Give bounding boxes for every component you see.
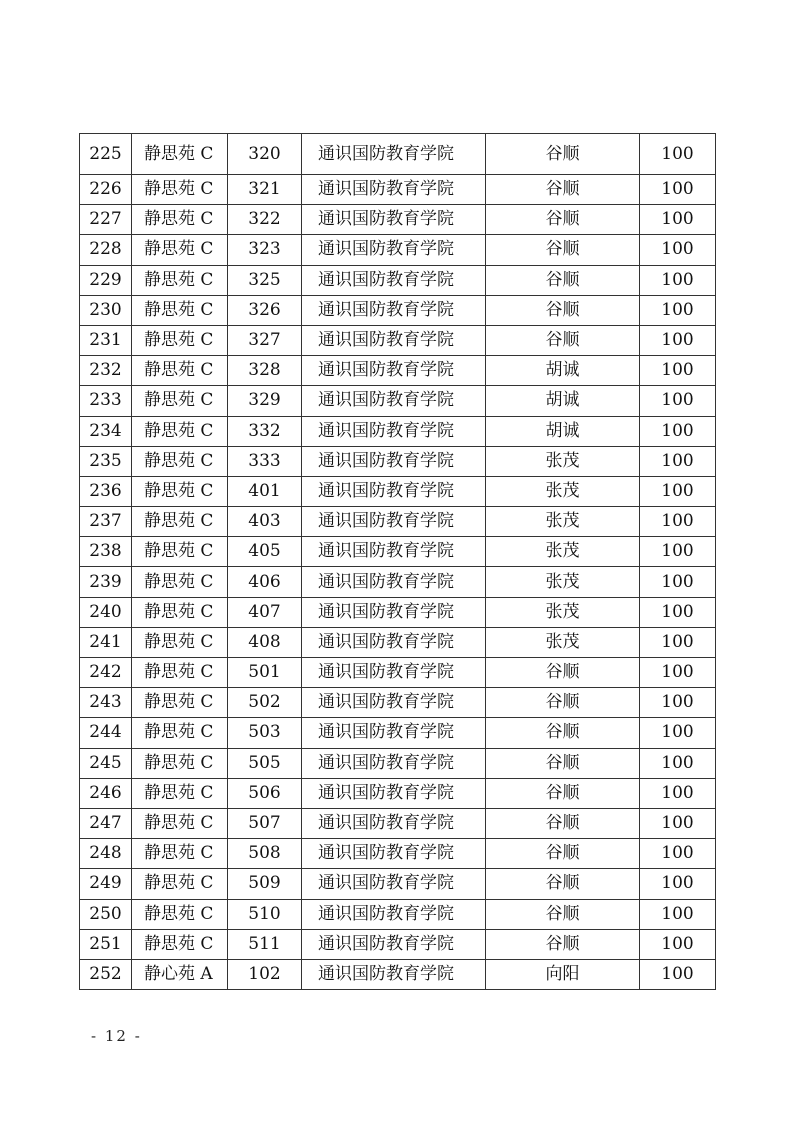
person-cell: 向阳 bbox=[486, 959, 640, 989]
table-row bbox=[80, 869, 716, 899]
college-cell: 通识国防教育学院 bbox=[302, 929, 486, 959]
person-cell: 谷顺 bbox=[486, 748, 640, 778]
college-cell: 通识国防教育学院 bbox=[302, 899, 486, 929]
person-cell: 谷顺 bbox=[486, 134, 640, 175]
room-cell: 323 bbox=[228, 235, 302, 265]
building-cell: 静思苑 C bbox=[132, 265, 228, 295]
table-row bbox=[80, 778, 716, 808]
table-row bbox=[80, 929, 716, 959]
person-cell: 谷顺 bbox=[486, 175, 640, 205]
row-number-cell: 230 bbox=[80, 295, 132, 325]
row-number-cell: 240 bbox=[80, 597, 132, 627]
building-cell: 静思苑 C bbox=[132, 778, 228, 808]
college-cell: 通识国防教育学院 bbox=[302, 748, 486, 778]
person-cell: 谷顺 bbox=[486, 235, 640, 265]
college-cell: 通识国防教育学院 bbox=[302, 718, 486, 748]
room-cell: 403 bbox=[228, 507, 302, 537]
dormitory-table bbox=[79, 133, 716, 990]
building-cell: 静思苑 C bbox=[132, 476, 228, 506]
score-cell: 100 bbox=[640, 416, 716, 446]
college-cell: 通识国防教育学院 bbox=[302, 869, 486, 899]
room-cell: 503 bbox=[228, 718, 302, 748]
college-cell: 通识国防教育学院 bbox=[302, 658, 486, 688]
row-number-cell: 232 bbox=[80, 356, 132, 386]
row-number-cell: 252 bbox=[80, 959, 132, 989]
room-cell: 502 bbox=[228, 688, 302, 718]
score-cell: 100 bbox=[640, 959, 716, 989]
table-row bbox=[80, 325, 716, 355]
building-cell: 静思苑 C bbox=[132, 839, 228, 869]
person-cell: 谷顺 bbox=[486, 808, 640, 838]
person-cell: 张茂 bbox=[486, 597, 640, 627]
table-row bbox=[80, 808, 716, 838]
building-cell: 静思苑 C bbox=[132, 748, 228, 778]
table-row bbox=[80, 839, 716, 869]
building-cell: 静心苑 A bbox=[132, 959, 228, 989]
row-number-cell: 237 bbox=[80, 507, 132, 537]
score-cell: 100 bbox=[640, 537, 716, 567]
college-cell: 通识国防教育学院 bbox=[302, 688, 486, 718]
table-row bbox=[80, 507, 716, 537]
building-cell: 静思苑 C bbox=[132, 688, 228, 718]
score-cell: 100 bbox=[640, 627, 716, 657]
person-cell: 谷顺 bbox=[486, 869, 640, 899]
score-cell: 100 bbox=[640, 899, 716, 929]
room-cell: 501 bbox=[228, 658, 302, 688]
score-cell: 100 bbox=[640, 265, 716, 295]
score-cell: 100 bbox=[640, 386, 716, 416]
college-cell: 通识国防教育学院 bbox=[302, 295, 486, 325]
person-cell: 张茂 bbox=[486, 567, 640, 597]
room-cell: 332 bbox=[228, 416, 302, 446]
room-cell: 322 bbox=[228, 205, 302, 235]
table-row bbox=[80, 175, 716, 205]
table-row bbox=[80, 959, 716, 989]
person-cell: 张茂 bbox=[486, 627, 640, 657]
building-cell: 静思苑 C bbox=[132, 356, 228, 386]
table-row bbox=[80, 295, 716, 325]
row-number-cell: 227 bbox=[80, 205, 132, 235]
score-cell: 100 bbox=[640, 718, 716, 748]
table-row bbox=[80, 688, 716, 718]
building-cell: 静思苑 C bbox=[132, 899, 228, 929]
score-cell: 100 bbox=[640, 688, 716, 718]
score-cell: 100 bbox=[640, 869, 716, 899]
college-cell: 通识国防教育学院 bbox=[302, 356, 486, 386]
college-cell: 通识国防教育学院 bbox=[302, 597, 486, 627]
person-cell: 胡诚 bbox=[486, 386, 640, 416]
table-body bbox=[80, 134, 716, 990]
building-cell: 静思苑 C bbox=[132, 134, 228, 175]
score-cell: 100 bbox=[640, 205, 716, 235]
room-cell: 507 bbox=[228, 808, 302, 838]
person-cell: 张茂 bbox=[486, 507, 640, 537]
building-cell: 静思苑 C bbox=[132, 627, 228, 657]
room-cell: 505 bbox=[228, 748, 302, 778]
score-cell: 100 bbox=[640, 134, 716, 175]
row-number-cell: 233 bbox=[80, 386, 132, 416]
room-cell: 407 bbox=[228, 597, 302, 627]
building-cell: 静思苑 C bbox=[132, 808, 228, 838]
person-cell: 张茂 bbox=[486, 476, 640, 506]
table-row bbox=[80, 627, 716, 657]
score-cell: 100 bbox=[640, 295, 716, 325]
person-cell: 谷顺 bbox=[486, 325, 640, 355]
score-cell: 100 bbox=[640, 808, 716, 838]
row-number-cell: 228 bbox=[80, 235, 132, 265]
college-cell: 通识国防教育学院 bbox=[302, 265, 486, 295]
room-cell: 510 bbox=[228, 899, 302, 929]
table-row bbox=[80, 446, 716, 476]
college-cell: 通识国防教育学院 bbox=[302, 778, 486, 808]
room-cell: 509 bbox=[228, 869, 302, 899]
room-cell: 321 bbox=[228, 175, 302, 205]
college-cell: 通识国防教育学院 bbox=[302, 567, 486, 597]
room-cell: 329 bbox=[228, 386, 302, 416]
person-cell: 胡诚 bbox=[486, 356, 640, 386]
row-number-cell: 231 bbox=[80, 325, 132, 355]
score-cell: 100 bbox=[640, 235, 716, 265]
building-cell: 静思苑 C bbox=[132, 205, 228, 235]
row-number-cell: 245 bbox=[80, 748, 132, 778]
row-number-cell: 239 bbox=[80, 567, 132, 597]
row-number-cell: 226 bbox=[80, 175, 132, 205]
college-cell: 通识国防教育学院 bbox=[302, 476, 486, 506]
college-cell: 通识国防教育学院 bbox=[302, 134, 486, 175]
table-row bbox=[80, 356, 716, 386]
row-number-cell: 238 bbox=[80, 537, 132, 567]
room-cell: 408 bbox=[228, 627, 302, 657]
score-cell: 100 bbox=[640, 175, 716, 205]
score-cell: 100 bbox=[640, 356, 716, 386]
person-cell: 谷顺 bbox=[486, 205, 640, 235]
person-cell: 谷顺 bbox=[486, 778, 640, 808]
college-cell: 通识国防教育学院 bbox=[302, 537, 486, 567]
row-number-cell: 235 bbox=[80, 446, 132, 476]
room-cell: 406 bbox=[228, 567, 302, 597]
person-cell: 谷顺 bbox=[486, 929, 640, 959]
building-cell: 静思苑 C bbox=[132, 235, 228, 265]
person-cell: 谷顺 bbox=[486, 899, 640, 929]
score-cell: 100 bbox=[640, 839, 716, 869]
row-number-cell: 248 bbox=[80, 839, 132, 869]
table-row bbox=[80, 416, 716, 446]
room-cell: 326 bbox=[228, 295, 302, 325]
row-number-cell: 229 bbox=[80, 265, 132, 295]
table-row bbox=[80, 899, 716, 929]
person-cell: 胡诚 bbox=[486, 416, 640, 446]
person-cell: 谷顺 bbox=[486, 688, 640, 718]
college-cell: 通识国防教育学院 bbox=[302, 839, 486, 869]
room-cell: 401 bbox=[228, 476, 302, 506]
college-cell: 通识国防教育学院 bbox=[302, 507, 486, 537]
table-row bbox=[80, 134, 716, 175]
table-row bbox=[80, 386, 716, 416]
row-number-cell: 247 bbox=[80, 808, 132, 838]
building-cell: 静思苑 C bbox=[132, 567, 228, 597]
room-cell: 325 bbox=[228, 265, 302, 295]
building-cell: 静思苑 C bbox=[132, 929, 228, 959]
room-cell: 405 bbox=[228, 537, 302, 567]
building-cell: 静思苑 C bbox=[132, 507, 228, 537]
person-cell: 谷顺 bbox=[486, 718, 640, 748]
building-cell: 静思苑 C bbox=[132, 597, 228, 627]
score-cell: 100 bbox=[640, 597, 716, 627]
person-cell: 谷顺 bbox=[486, 658, 640, 688]
room-cell: 511 bbox=[228, 929, 302, 959]
room-cell: 506 bbox=[228, 778, 302, 808]
building-cell: 静思苑 C bbox=[132, 175, 228, 205]
row-number-cell: 242 bbox=[80, 658, 132, 688]
building-cell: 静思苑 C bbox=[132, 446, 228, 476]
table-row bbox=[80, 265, 716, 295]
score-cell: 100 bbox=[640, 567, 716, 597]
row-number-cell: 250 bbox=[80, 899, 132, 929]
person-cell: 谷顺 bbox=[486, 839, 640, 869]
building-cell: 静思苑 C bbox=[132, 416, 228, 446]
row-number-cell: 236 bbox=[80, 476, 132, 506]
college-cell: 通识国防教育学院 bbox=[302, 446, 486, 476]
table-row bbox=[80, 567, 716, 597]
person-cell: 谷顺 bbox=[486, 295, 640, 325]
building-cell: 静思苑 C bbox=[132, 718, 228, 748]
score-cell: 100 bbox=[640, 778, 716, 808]
college-cell: 通识国防教育学院 bbox=[302, 325, 486, 355]
college-cell: 通识国防教育学院 bbox=[302, 627, 486, 657]
person-cell: 张茂 bbox=[486, 537, 640, 567]
table-row bbox=[80, 205, 716, 235]
building-cell: 静思苑 C bbox=[132, 386, 228, 416]
college-cell: 通识国防教育学院 bbox=[302, 808, 486, 838]
table-row bbox=[80, 718, 716, 748]
college-cell: 通识国防教育学院 bbox=[302, 959, 486, 989]
score-cell: 100 bbox=[640, 658, 716, 688]
person-cell: 谷顺 bbox=[486, 265, 640, 295]
table-row bbox=[80, 476, 716, 506]
room-cell: 102 bbox=[228, 959, 302, 989]
row-number-cell: 251 bbox=[80, 929, 132, 959]
college-cell: 通识国防教育学院 bbox=[302, 175, 486, 205]
room-cell: 328 bbox=[228, 356, 302, 386]
room-cell: 327 bbox=[228, 325, 302, 355]
building-cell: 静思苑 C bbox=[132, 325, 228, 355]
score-cell: 100 bbox=[640, 507, 716, 537]
table-row bbox=[80, 537, 716, 567]
score-cell: 100 bbox=[640, 446, 716, 476]
row-number-cell: 225 bbox=[80, 134, 132, 175]
row-number-cell: 241 bbox=[80, 627, 132, 657]
building-cell: 静思苑 C bbox=[132, 658, 228, 688]
score-cell: 100 bbox=[640, 476, 716, 506]
person-cell: 张茂 bbox=[486, 446, 640, 476]
row-number-cell: 243 bbox=[80, 688, 132, 718]
table-row bbox=[80, 235, 716, 265]
college-cell: 通识国防教育学院 bbox=[302, 235, 486, 265]
building-cell: 静思苑 C bbox=[132, 295, 228, 325]
score-cell: 100 bbox=[640, 748, 716, 778]
row-number-cell: 246 bbox=[80, 778, 132, 808]
row-number-cell: 244 bbox=[80, 718, 132, 748]
score-cell: 100 bbox=[640, 929, 716, 959]
college-cell: 通识国防教育学院 bbox=[302, 205, 486, 235]
row-number-cell: 249 bbox=[80, 869, 132, 899]
row-number-cell: 234 bbox=[80, 416, 132, 446]
table-row bbox=[80, 597, 716, 627]
college-cell: 通识国防教育学院 bbox=[302, 386, 486, 416]
table-row bbox=[80, 658, 716, 688]
room-cell: 333 bbox=[228, 446, 302, 476]
score-cell: 100 bbox=[640, 325, 716, 355]
table-row bbox=[80, 748, 716, 778]
room-cell: 508 bbox=[228, 839, 302, 869]
building-cell: 静思苑 C bbox=[132, 537, 228, 567]
page-number: - 12 - bbox=[91, 1027, 142, 1045]
building-cell: 静思苑 C bbox=[132, 869, 228, 899]
room-cell: 320 bbox=[228, 134, 302, 175]
college-cell: 通识国防教育学院 bbox=[302, 416, 486, 446]
